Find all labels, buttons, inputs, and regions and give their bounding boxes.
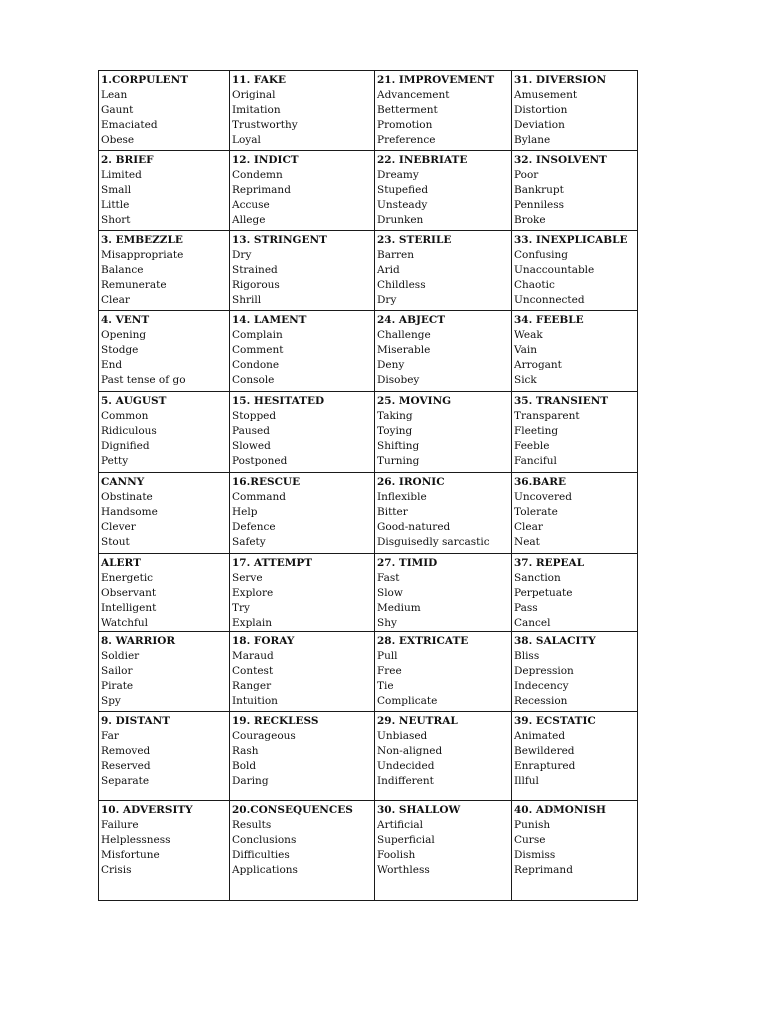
question-word: 17. ATTEMPT	[232, 557, 313, 569]
answer-option: Rigorous	[232, 279, 280, 291]
question-word: 19. RECKLESS	[232, 715, 319, 727]
table-row	[99, 554, 638, 632]
answer-option: Safety	[232, 536, 266, 548]
answer-option: Stout	[101, 536, 130, 548]
answer-option: Sick	[514, 374, 537, 386]
question-word: 34. FEEBLE	[514, 314, 584, 326]
answer-option: Medium	[377, 602, 421, 614]
answer-option: Loyal	[232, 134, 261, 146]
answer-option: Common	[101, 410, 149, 422]
question-word: 31. DIVERSION	[514, 74, 607, 86]
answer-option: Trustworthy	[232, 119, 298, 131]
answer-option: Helplessness	[101, 834, 171, 846]
answer-option: Tie	[377, 680, 394, 692]
question-word: 25. MOVING	[377, 395, 452, 407]
answer-option: Sailor	[101, 665, 133, 677]
answer-option: Unbiased	[377, 730, 428, 742]
answer-option: Emaciated	[101, 119, 158, 131]
answer-option: Depression	[514, 665, 574, 677]
question-cell	[99, 231, 230, 311]
question-word: 10. ADVERSITY	[101, 804, 193, 816]
table-row	[99, 473, 638, 554]
vocabulary-table	[98, 70, 638, 901]
answer-option: Enraptured	[514, 760, 576, 772]
question-cell	[375, 392, 512, 473]
question-cell	[230, 151, 375, 231]
answer-option: Misfortune	[101, 849, 160, 861]
answer-option: Lean	[101, 89, 128, 101]
question-cell	[375, 473, 512, 554]
question-cell	[375, 71, 512, 151]
question-word: 39. ECSTATIC	[514, 715, 596, 727]
answer-option: Complain	[232, 329, 283, 341]
answer-option: Applications	[232, 864, 298, 876]
answer-option: Free	[377, 665, 402, 677]
answer-option: Drunken	[377, 214, 424, 226]
answer-option: Clever	[101, 521, 136, 533]
answer-option: Little	[101, 199, 130, 211]
answer-option: Try	[232, 602, 250, 614]
answer-option: Handsome	[101, 506, 158, 518]
answer-option: Toying	[377, 425, 413, 437]
answer-option: Dry	[232, 249, 252, 261]
answer-option: Unconnected	[514, 294, 585, 306]
question-word: 37. REPEAL	[514, 557, 585, 569]
answer-option: Penniless	[514, 199, 565, 211]
answer-option: Condone	[232, 359, 280, 371]
table-row	[99, 151, 638, 231]
question-word: 2. BRIEF	[101, 154, 154, 166]
answer-option: Undecided	[377, 760, 435, 772]
answer-option: Worthless	[377, 864, 430, 876]
answer-option: Dreamy	[377, 169, 419, 181]
answer-option: Watchful	[101, 617, 149, 629]
answer-option: Poor	[514, 169, 539, 181]
answer-option: Taking	[377, 410, 413, 422]
answer-option: Recession	[514, 695, 568, 707]
question-cell	[512, 151, 638, 231]
question-cell	[512, 712, 638, 801]
question-cell	[512, 473, 638, 554]
answer-option: Explain	[232, 617, 273, 629]
question-cell	[99, 151, 230, 231]
answer-option: Stopped	[232, 410, 277, 422]
answer-option: Energetic	[101, 572, 154, 584]
answer-option: Promotion	[377, 119, 433, 131]
answer-option: Betterment	[377, 104, 438, 116]
question-word: 8. WARRIOR	[101, 635, 176, 647]
question-cell	[375, 554, 512, 632]
answer-option: Ranger	[232, 680, 272, 692]
answer-option: Feeble	[514, 440, 550, 452]
answer-option: Chaotic	[514, 279, 555, 291]
question-cell	[375, 712, 512, 801]
answer-option: Results	[232, 819, 272, 831]
answer-option: Ridiculous	[101, 425, 157, 437]
answer-option: Superficial	[377, 834, 435, 846]
answer-option: Indifferent	[377, 775, 434, 787]
table-row	[99, 712, 638, 801]
question-word: 32. INSOLVENT	[514, 154, 607, 166]
answer-option: Perpetuate	[514, 587, 573, 599]
question-word: 40. ADMONISH	[514, 804, 606, 816]
answer-option: Gaunt	[101, 104, 134, 116]
question-cell	[512, 71, 638, 151]
question-cell	[99, 71, 230, 151]
question-word: 30. SHALLOW	[377, 804, 461, 816]
answer-option: Pirate	[101, 680, 134, 692]
question-cell	[375, 231, 512, 311]
question-word: 11. FAKE	[232, 74, 287, 86]
answer-option: Paused	[232, 425, 270, 437]
answer-option: Dignified	[101, 440, 150, 452]
answer-option: Crisis	[101, 864, 132, 876]
answer-option: Punish	[514, 819, 551, 831]
answer-option: Accuse	[232, 199, 270, 211]
answer-option: Strained	[232, 264, 278, 276]
question-word: CANNY	[101, 476, 145, 488]
answer-option: Condemn	[232, 169, 283, 181]
answer-option: Arid	[377, 264, 400, 276]
question-word: 21. IMPROVEMENT	[377, 74, 495, 86]
answer-option: Separate	[101, 775, 150, 787]
answer-option: Clear	[101, 294, 130, 306]
question-cell	[99, 473, 230, 554]
question-cell	[230, 392, 375, 473]
answer-option: Foolish	[377, 849, 416, 861]
answer-option: Opening	[101, 329, 147, 341]
answer-option: Advancement	[377, 89, 450, 101]
answer-option: Console	[232, 374, 275, 386]
question-cell	[99, 801, 230, 901]
question-word: 13. STRINGENT	[232, 234, 327, 246]
answer-option: Explore	[232, 587, 274, 599]
question-word: 16.RESCUE	[232, 476, 301, 488]
question-cell	[375, 632, 512, 712]
answer-option: Non-aligned	[377, 745, 443, 757]
question-cell	[512, 801, 638, 901]
question-cell	[230, 231, 375, 311]
question-cell	[99, 392, 230, 473]
answer-option: Reprimand	[232, 184, 291, 196]
answer-option: Removed	[101, 745, 151, 757]
answer-option: Misappropriate	[101, 249, 184, 261]
question-cell	[99, 712, 230, 801]
question-word: 33. INEXPLICABLE	[514, 234, 628, 246]
answer-option: Command	[232, 491, 287, 503]
question-word: 35. TRANSIENT	[514, 395, 609, 407]
answer-option: Remunerate	[101, 279, 167, 291]
answer-option: Animated	[514, 730, 566, 742]
question-cell	[512, 231, 638, 311]
answer-option: Slowed	[232, 440, 271, 452]
answer-option: Clear	[514, 521, 543, 533]
question-cell	[230, 632, 375, 712]
answer-option: Unsteady	[377, 199, 428, 211]
question-cell	[230, 311, 375, 392]
answer-option: Bewildered	[514, 745, 575, 757]
question-word: 1.CORPULENT	[101, 74, 189, 86]
answer-option: Balance	[101, 264, 144, 276]
answer-option: Reprimand	[514, 864, 573, 876]
question-word: 38. SALACITY	[514, 635, 596, 647]
answer-option: Artificial	[377, 819, 424, 831]
answer-option: Amusement	[514, 89, 578, 101]
answer-option: Disobey	[377, 374, 420, 386]
question-cell	[512, 632, 638, 712]
answer-option: Maraud	[232, 650, 274, 662]
question-cell	[230, 712, 375, 801]
answer-option: Bylane	[514, 134, 551, 146]
answer-option: Fanciful	[514, 455, 557, 467]
answer-option: Obese	[101, 134, 135, 146]
question-word: 26. IRONIC	[377, 476, 445, 488]
answer-option: Fast	[377, 572, 400, 584]
question-word: 18. FORAY	[232, 635, 295, 647]
answer-option: Unaccountable	[514, 264, 595, 276]
table-row	[99, 801, 638, 901]
answer-option: Obstinate	[101, 491, 153, 503]
answer-option: Intuition	[232, 695, 278, 707]
answer-option: Good-natured	[377, 521, 451, 533]
answer-option: Difficulties	[232, 849, 290, 861]
answer-option: Bankrupt	[514, 184, 564, 196]
answer-option: Courageous	[232, 730, 296, 742]
answer-option: Arrogant	[514, 359, 562, 371]
question-word: 23. STERILE	[377, 234, 452, 246]
answer-option: Stodge	[101, 344, 139, 356]
answer-option: Pull	[377, 650, 398, 662]
question-word: 14. LAMENT	[232, 314, 307, 326]
answer-option: Serve	[232, 572, 263, 584]
question-cell	[99, 632, 230, 712]
answer-option: Shifting	[377, 440, 420, 452]
answer-option: Past tense of go	[101, 374, 186, 386]
question-cell	[512, 392, 638, 473]
answer-option: Help	[232, 506, 258, 518]
answer-option: Disguisedly sarcastic	[377, 536, 490, 548]
answer-option: Small	[101, 184, 132, 196]
answer-option: Far	[101, 730, 119, 742]
table-row	[99, 311, 638, 392]
question-cell	[230, 71, 375, 151]
question-cell	[230, 473, 375, 554]
answer-option: Dismiss	[514, 849, 556, 861]
answer-option: Observant	[101, 587, 157, 599]
answer-option: Dry	[377, 294, 397, 306]
answer-option: Vain	[514, 344, 537, 356]
answer-option: Curse	[514, 834, 546, 846]
answer-option: Daring	[232, 775, 269, 787]
answer-option: Bliss	[514, 650, 540, 662]
answer-option: Miserable	[377, 344, 431, 356]
question-word: 3. EMBEZZLE	[101, 234, 183, 246]
answer-option: Inflexible	[377, 491, 427, 503]
answer-option: Fleeting	[514, 425, 559, 437]
answer-option: Defence	[232, 521, 276, 533]
answer-option: Distortion	[514, 104, 568, 116]
answer-option: Preference	[377, 134, 436, 146]
question-cell	[512, 311, 638, 392]
answer-option: Soldier	[101, 650, 140, 662]
question-cell	[375, 151, 512, 231]
question-word: 5. AUGUST	[101, 395, 167, 407]
answer-option: Complicate	[377, 695, 438, 707]
answer-option: Deny	[377, 359, 405, 371]
question-word: 28. EXTRICATE	[377, 635, 469, 647]
answer-option: Rash	[232, 745, 259, 757]
answer-option: Short	[101, 214, 131, 226]
question-cell	[375, 311, 512, 392]
answer-option: Bold	[232, 760, 257, 772]
answer-option: Indecency	[514, 680, 569, 692]
question-word: 27. TIMID	[377, 557, 438, 569]
answer-option: Intelligent	[101, 602, 157, 614]
answer-option: Barren	[377, 249, 414, 261]
answer-option: Sanction	[514, 572, 561, 584]
answer-option: Weak	[514, 329, 543, 341]
table-row	[99, 231, 638, 311]
question-word: 9. DISTANT	[101, 715, 171, 727]
vocabulary-table-body	[99, 71, 638, 901]
answer-option: Deviation	[514, 119, 565, 131]
question-cell	[512, 554, 638, 632]
answer-option: Failure	[101, 819, 139, 831]
question-word: 4. VENT	[101, 314, 150, 326]
question-cell	[99, 554, 230, 632]
answer-option: Contest	[232, 665, 274, 677]
answer-option: Conclusions	[232, 834, 297, 846]
answer-option: Uncovered	[514, 491, 572, 503]
answer-option: Reserved	[101, 760, 151, 772]
question-cell	[230, 554, 375, 632]
question-word: 22. INEBRIATE	[377, 154, 468, 166]
answer-option: Turning	[377, 455, 420, 467]
question-word: 36.BARE	[514, 476, 567, 488]
answer-option: Childless	[377, 279, 426, 291]
answer-option: Confusing	[514, 249, 568, 261]
question-cell	[230, 801, 375, 901]
question-word: 29. NEUTRAL	[377, 715, 458, 727]
answer-option: End	[101, 359, 123, 371]
answer-option: Comment	[232, 344, 284, 356]
answer-option: Tolerate	[514, 506, 558, 518]
answer-option: Slow	[377, 587, 403, 599]
question-cell	[375, 801, 512, 901]
answer-option: Stupefied	[377, 184, 429, 196]
table-row	[99, 392, 638, 473]
table-row	[99, 71, 638, 151]
answer-option: Petty	[101, 455, 129, 467]
answer-option: Spy	[101, 695, 121, 707]
answer-option: Neat	[514, 536, 540, 548]
question-cell	[99, 311, 230, 392]
answer-option: Imitation	[232, 104, 281, 116]
question-word: ALERT	[101, 557, 141, 569]
answer-option: Postponed	[232, 455, 288, 467]
answer-option: Cancel	[514, 617, 551, 629]
answer-option: Challenge	[377, 329, 431, 341]
answer-option: Shy	[377, 617, 397, 629]
table-row	[99, 632, 638, 712]
answer-option: Limited	[101, 169, 142, 181]
answer-option: Shrill	[232, 294, 262, 306]
question-word: 12. INDICT	[232, 154, 299, 166]
question-word: 24. ABJECT	[377, 314, 446, 326]
question-word: 15. HESITATED	[232, 395, 325, 407]
answer-option: Illful	[514, 775, 539, 787]
answer-option: Original	[232, 89, 276, 101]
answer-option: Transparent	[514, 410, 580, 422]
answer-option: Pass	[514, 602, 538, 614]
question-word: 20.CONSEQUENCES	[232, 804, 353, 816]
answer-option: Broke	[514, 214, 546, 226]
answer-option: Allege	[232, 214, 266, 226]
answer-option: Bitter	[377, 506, 408, 518]
